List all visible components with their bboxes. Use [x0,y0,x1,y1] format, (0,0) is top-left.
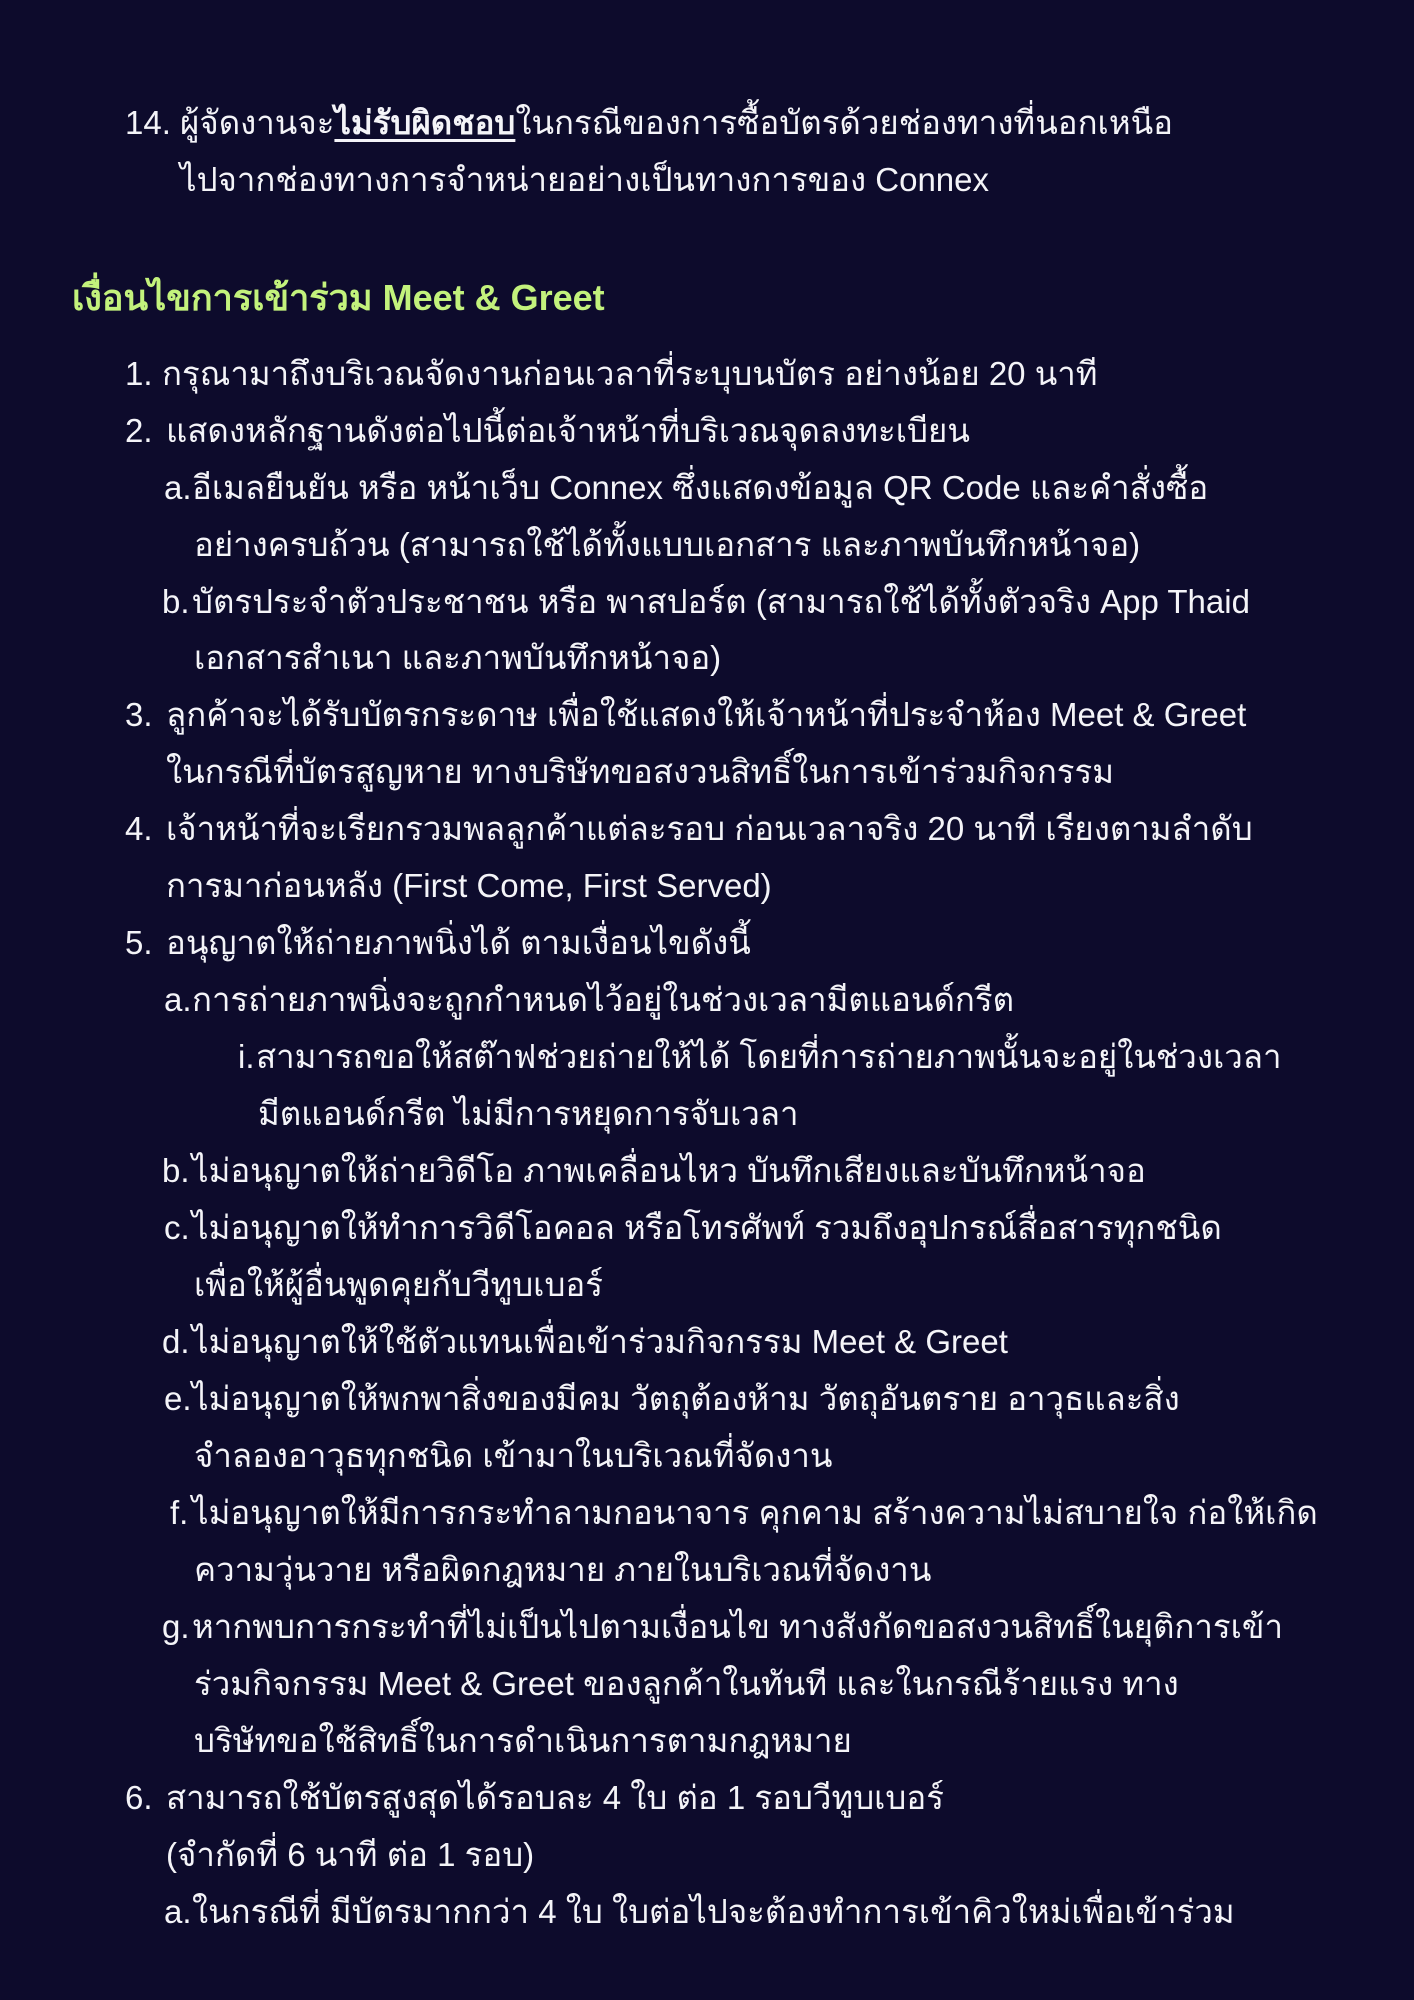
list-marker: 5. [125,924,153,961]
item-text: บัตรประจำตัวประชาชน หรือ พาสปอร์ต (สามารถใช้ได้ทั้งตัวจริง App Thaid [192,583,1250,620]
list-marker: 14. [125,104,171,141]
list-marker: a. [164,1893,192,1930]
item-text: ไม่อนุญาตให้พกพาสิ่งของมีคม วัตถุต้องห้าม วัตถุอันตราย อาวุธและสิ่ง [192,1380,1180,1417]
item-text: ไม่อนุญาตให้มีการกระทำลามกอนาจาร คุกคาม สร้างความไม่สบายใจ ก่อให้เกิด [192,1494,1318,1531]
item-text: ในกรณีที่ มีบัตรมากกว่า 4 ใบ ใบต่อไปจะต้องทำการเข้าคิวใหม่เพื่อเข้าร่วม [192,1893,1235,1930]
item-text: เพื่อให้ผู้อื่นพูดคุยกับวีทูบเบอร์ [194,1266,603,1303]
item-text: สามารถขอให้สต๊าฟช่วยถ่ายให้ได้ โดยที่การถ่ายภาพนั้นจะอยู่ในช่วงเวลา [256,1038,1282,1075]
item-text: ผู้จัดงานจะ [180,104,335,141]
list-marker: a. [164,469,192,506]
item-text-continued: ไปจากช่องทางการจำหน่ายอย่างเป็นทางการของ Connex [180,161,990,198]
item-text: การมาก่อนหลัง (First Come, First Served) [166,867,772,904]
item-text: (จำกัดที่ 6 นาที ต่อ 1 รอบ) [166,1836,535,1873]
list-marker: g. [162,1608,190,1645]
list-marker: f. [170,1494,189,1531]
list-marker: 1. [125,355,153,392]
item-text: ในกรณีที่บัตรสูญหาย ทางบริษัทขอสงวนสิทธิ์ในการเข้าร่วมกิจกรรม [166,753,1115,790]
item-text: มีตแอนด์กรีต ไม่มีการหยุดการจับเวลา [258,1095,799,1132]
item-text: อีเมลยืนยัน หรือ หน้าเว็บ Connex ซึ่งแสดงข้อมูล QR Code และคำสั่งซื้อ [192,469,1209,506]
item-text: เอกสารสำเนา และภาพบันทึกหน้าจอ) [194,639,722,676]
item-text: ไม่อนุญาตให้ถ่ายวิดีโอ ภาพเคลื่อนไหว บันทึกเสียงและบันทึกหน้าจอ [192,1152,1146,1189]
item-text: ในกรณีของการซื้อบัตรด้วยช่องทางที่นอกเหนือ [515,104,1173,141]
item-text: ไม่อนุญาตให้ใช้ตัวแทนเพื่อเข้าร่วมกิจกรรม Meet & Greet [192,1323,1008,1360]
item-text: จำลองอาวุธทุกชนิด เข้ามาในบริเวณที่จัดงาน [194,1437,833,1474]
emphasis-text: ไม่รับผิดชอบ [334,104,516,141]
list-marker: a. [164,981,192,1018]
item-text: บริษัทขอใช้สิทธิ์ในการดำเนินการตามกฎหมาย [194,1722,852,1759]
list-marker: e. [164,1380,192,1417]
item-text: อนุญาตให้ถ่ายภาพนิ่งได้ ตามเงื่อนไขดังนี้ [166,924,751,961]
list-marker: b. [162,583,190,620]
item-text: เจ้าหน้าที่จะเรียกรวมพลลูกค้าแต่ละรอบ ก่อนเวลาจริง 20 นาที เรียงตามลำดับ [166,810,1253,847]
list-marker: i. [238,1038,255,1075]
section-heading: เงื่อนไขการเข้าร่วม Meet & Greet [72,277,605,318]
item-text: ร่วมกิจกรรม Meet & Greet ของลูกค้าในทันที และในกรณีร้ายแรง ทาง [194,1665,1179,1702]
item-text: สามารถใช้บัตรสูงสุดได้รอบละ 4 ใบ ต่อ 1 รอบวีทูบเบอร์ [166,1779,944,1816]
item-text: ไม่อนุญาตให้ทำการวิดีโอคอล หรือโทรศัพท์ รวมถึงอุปกรณ์สื่อสารทุกชนิด [192,1209,1222,1246]
list-marker: 4. [125,810,153,847]
item-text: แสดงหลักฐานดังต่อไปนี้ต่อเจ้าหน้าที่บริเวณจุดลงทะเบียน [166,412,970,449]
list-marker: c. [164,1209,190,1246]
item-text: ความวุ่นวาย หรือผิดกฎหมาย ภายในบริเวณที่จัดงาน [194,1551,932,1588]
list-marker: 3. [125,696,153,733]
item-text: ลูกค้าจะได้รับบัตรกระดาษ เพื่อใช้แสดงให้เจ้าหน้าที่ประจำห้อง Meet & Greet [166,696,1247,733]
item-text: กรุณามาถึงบริเวณจัดงานก่อนเวลาที่ระบุบนบัตร อย่างน้อย 20 นาที [162,355,1098,392]
list-marker: 6. [125,1779,153,1816]
list-marker: d. [162,1323,190,1360]
list-marker: 2. [125,412,153,449]
list-marker: b. [162,1152,190,1189]
list-item-14 [125,95,1173,151]
item-text: อย่างครบถ้วน (สามารถใช้ได้ทั้งแบบเอกสาร และภาพบันทึกหน้าจอ) [194,526,1141,563]
item-text: การถ่ายภาพนิ่งจะถูกกำหนดไว้อยู่ในช่วงเวลามีตแอนด์กรีต [192,981,1015,1018]
item-text: หากพบการกระทำที่ไม่เป็นไปตามเงื่อนไข ทางสังกัดขอสงวนสิทธิ์ในยุติการเข้า [192,1608,1284,1645]
